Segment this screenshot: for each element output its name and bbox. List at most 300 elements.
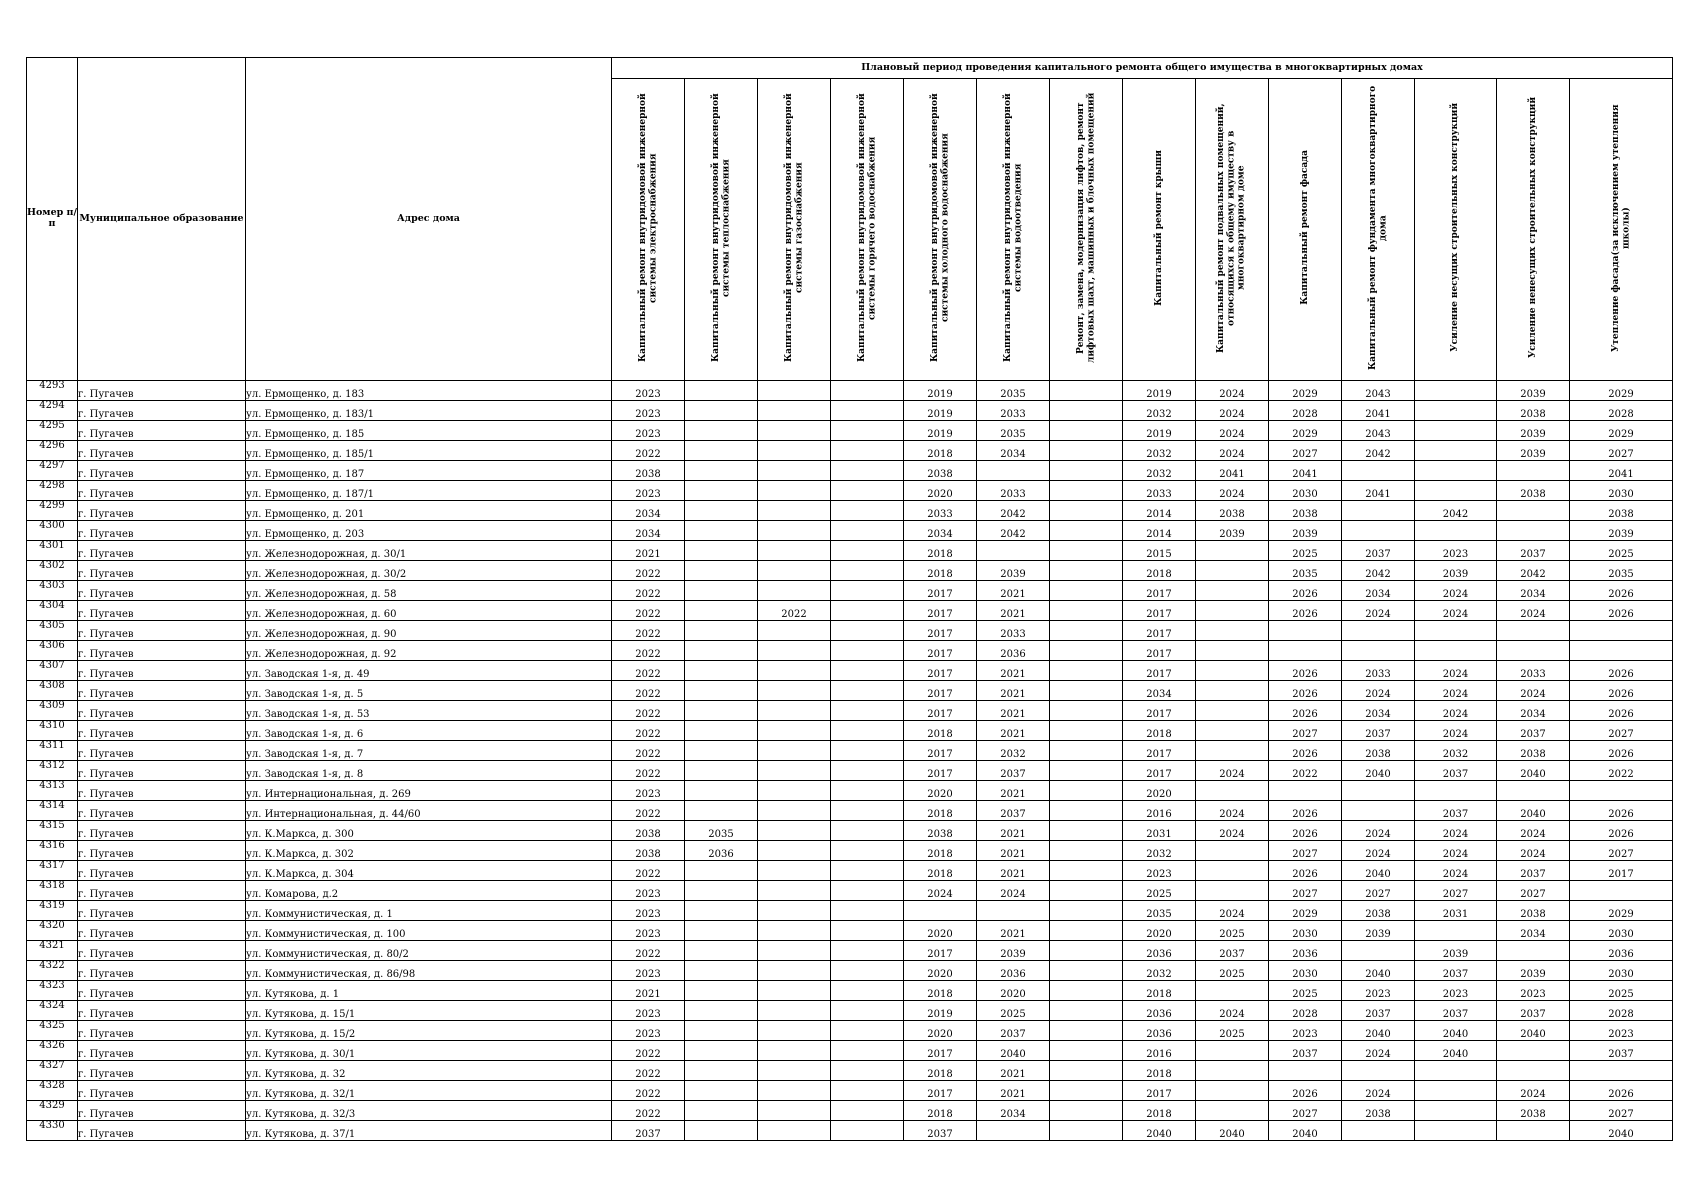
year-cell: 2034 [612,501,685,521]
year-cell: 2029 [1269,901,1342,921]
year-cell: 2032 [977,741,1050,761]
year-cell [831,761,904,781]
row-number: 4297 [27,461,78,481]
year-cell [1570,621,1673,641]
year-cell: 2018 [904,801,977,821]
year-cell: 2022 [612,621,685,641]
year-cell [685,1101,758,1121]
year-cell: 2034 [1123,681,1196,701]
year-cell [685,561,758,581]
year-cell: 2017 [904,601,977,621]
year-cell: 2022 [758,601,831,621]
row-number: 4302 [27,561,78,581]
row-number: 4295 [27,421,78,441]
header-work-label: Капитальный ремонт внутридомовой инженерной системы холодного водоснабжения [929,93,950,362]
year-cell [831,401,904,421]
municipality-cell: г. Пугачев [78,421,246,441]
year-cell [1050,521,1123,541]
table-row [27,721,1673,741]
year-cell: 2027 [1269,721,1342,741]
year-cell: 2025 [1570,541,1673,561]
row-number: 4294 [27,401,78,421]
table-row [27,481,1673,501]
year-cell: 2020 [1123,781,1196,801]
header-work-8 [1123,79,1196,381]
row-number: 4320 [27,921,78,941]
year-cell [1342,461,1415,481]
header-work-6 [977,79,1050,381]
year-cell [1050,561,1123,581]
year-cell: 2026 [1269,1081,1342,1101]
year-cell: 2037 [612,1121,685,1141]
year-cell: 2030 [1269,961,1342,981]
year-cell [758,441,831,461]
table-row [27,1081,1673,1101]
year-cell [977,901,1050,921]
row-number: 4306 [27,641,78,661]
year-cell: 2017 [904,741,977,761]
table-row [27,1101,1673,1121]
row-number: 4316 [27,841,78,861]
year-cell: 2021 [977,821,1050,841]
year-cell: 2026 [1570,681,1673,701]
year-cell [1570,641,1673,661]
year-cell [1415,461,1497,481]
year-cell: 2018 [1123,981,1196,1001]
year-cell [1570,781,1673,801]
year-cell: 2038 [1497,1101,1570,1121]
year-cell [1050,861,1123,881]
year-cell [685,681,758,701]
year-cell: 2042 [1342,441,1415,461]
year-cell: 2032 [1123,401,1196,421]
year-cell [831,381,904,401]
year-cell: 2021 [612,541,685,561]
table-row [27,501,1673,521]
table-row [27,521,1673,541]
year-cell: 2022 [612,1041,685,1061]
year-cell [1196,601,1269,621]
year-cell: 2026 [1269,821,1342,841]
year-cell [1415,621,1497,641]
year-cell [685,761,758,781]
year-cell: 2039 [1415,941,1497,961]
year-cell: 2039 [1196,521,1269,541]
year-cell: 2023 [612,881,685,901]
row-number: 4322 [27,961,78,981]
year-cell [831,941,904,961]
year-cell: 2038 [1570,501,1673,521]
address-cell: ул. Кутякова, д. 30/1 [246,1041,612,1061]
address-cell: ул. Коммунистическая, д. 100 [246,921,612,941]
year-cell [1050,381,1123,401]
year-cell: 2036 [1269,941,1342,961]
year-cell [685,861,758,881]
year-cell [831,441,904,461]
year-cell: 2026 [1570,741,1673,761]
year-cell [831,641,904,661]
year-cell: 2038 [1342,741,1415,761]
year-cell: 2027 [1269,881,1342,901]
year-cell: 2024 [1196,761,1269,781]
municipality-cell: г. Пугачев [78,661,246,681]
address-cell: ул. Кутякова, д. 32/3 [246,1101,612,1121]
year-cell: 2030 [1570,961,1673,981]
year-cell: 2026 [1269,661,1342,681]
year-cell [1415,1081,1497,1101]
address-cell: ул. Заводская 1-я, д. 7 [246,741,612,761]
row-number: 4323 [27,981,78,1001]
year-cell: 2038 [612,461,685,481]
municipality-cell: г. Пугачев [78,821,246,841]
municipality-cell: г. Пугачев [78,481,246,501]
table-row [27,621,1673,641]
year-cell: 2034 [1497,581,1570,601]
year-cell: 2026 [1269,801,1342,821]
year-cell: 2035 [1269,561,1342,581]
year-cell [758,461,831,481]
year-cell [758,401,831,421]
year-cell: 2036 [977,961,1050,981]
year-cell: 2026 [1570,581,1673,601]
year-cell: 2024 [1497,601,1570,621]
year-cell [758,821,831,841]
year-cell: 2019 [1123,381,1196,401]
municipality-cell: г. Пугачев [78,741,246,761]
address-cell: ул. Ермощенко, д. 185/1 [246,441,612,461]
table-row [27,561,1673,581]
year-cell: 2021 [977,661,1050,681]
year-cell [758,561,831,581]
year-cell: 2040 [1196,1121,1269,1141]
municipality-cell: г. Пугачев [78,861,246,881]
year-cell: 2017 [1123,701,1196,721]
header-work-label: Капитальный ремонт фундамента многоквартирного дома [1367,85,1388,370]
year-cell: 2017 [904,581,977,601]
year-cell: 2040 [1342,961,1415,981]
row-number: 4328 [27,1081,78,1101]
year-cell: 2021 [612,981,685,1001]
year-cell [831,541,904,561]
year-cell [831,1021,904,1041]
year-cell: 2035 [977,421,1050,441]
year-cell: 2022 [612,561,685,581]
municipality-cell: г. Пугачев [78,1021,246,1041]
year-cell: 2017 [904,701,977,721]
year-cell: 2023 [612,921,685,941]
municipality-cell: г. Пугачев [78,881,246,901]
year-cell [1050,501,1123,521]
year-cell [1415,1101,1497,1121]
year-cell [831,861,904,881]
year-cell [758,581,831,601]
header-work-label: Капитальный ремонт подвальных помещений, относящихся к общему имуществу в многоквартирном доме [1216,102,1248,353]
year-cell [1050,681,1123,701]
year-cell: 2017 [1570,861,1673,881]
year-cell: 2036 [1570,941,1673,961]
header-work-10 [1269,79,1342,381]
year-cell [1050,921,1123,941]
year-cell [1196,581,1269,601]
municipality-cell: г. Пугачев [78,541,246,561]
year-cell [758,501,831,521]
year-cell: 2023 [1497,981,1570,1001]
address-cell: ул. Ермощенко, д. 187/1 [246,481,612,501]
year-cell [1269,1061,1342,1081]
year-cell [758,961,831,981]
year-cell [1050,981,1123,1001]
year-cell: 2020 [904,961,977,981]
year-cell [1050,581,1123,601]
year-cell: 2037 [977,761,1050,781]
year-cell [831,901,904,921]
year-cell: 2037 [1497,721,1570,741]
year-cell: 2018 [904,981,977,1001]
year-cell: 2018 [1123,561,1196,581]
year-cell: 2024 [1196,1001,1269,1021]
year-cell: 2037 [1497,541,1570,561]
table-row [27,381,1673,401]
year-cell: 2017 [1123,641,1196,661]
year-cell: 2032 [1415,741,1497,761]
year-cell [758,1081,831,1101]
year-cell: 2022 [612,701,685,721]
address-cell: ул. Заводская 1-я, д. 6 [246,721,612,741]
year-cell: 2017 [904,761,977,781]
year-cell [831,981,904,1001]
year-cell: 2035 [1123,901,1196,921]
table-header [27,58,1673,381]
year-cell [758,881,831,901]
year-cell: 2021 [977,721,1050,741]
year-cell [1342,641,1415,661]
header-work-label: Усиление несущих строительных конструкций [1450,103,1461,352]
year-cell: 2040 [1497,801,1570,821]
year-cell: 2040 [1415,1041,1497,1061]
year-cell: 2038 [904,461,977,481]
year-cell: 2035 [1570,561,1673,581]
year-cell [1196,541,1269,561]
year-cell: 2028 [1269,1001,1342,1021]
row-number: 4325 [27,1021,78,1041]
municipality-cell: г. Пугачев [78,841,246,861]
year-cell: 2025 [1196,921,1269,941]
year-cell [1050,841,1123,861]
year-cell: 2021 [977,681,1050,701]
table-row [27,741,1673,761]
municipality-cell: г. Пугачев [78,561,246,581]
table-row [27,421,1673,441]
year-cell [1050,741,1123,761]
year-cell: 2037 [977,1021,1050,1041]
year-cell: 2036 [977,641,1050,661]
header-work-13 [1497,79,1570,381]
year-cell: 2041 [1570,461,1673,481]
row-number: 4313 [27,781,78,801]
address-cell: ул. К.Маркса, д. 304 [246,861,612,881]
table-row [27,681,1673,701]
header-work-label: Капитальный ремонт внутридомовой инженерной системы водоотведения [1002,93,1023,362]
year-cell: 2019 [1123,421,1196,441]
year-cell: 2022 [612,681,685,701]
address-cell: ул. К.Маркса, д. 300 [246,821,612,841]
year-cell: 2040 [1342,861,1415,881]
row-number: 4324 [27,1001,78,1021]
row-number: 4319 [27,901,78,921]
year-cell [1050,421,1123,441]
year-cell: 2024 [1497,681,1570,701]
year-cell [1050,761,1123,781]
year-cell [831,701,904,721]
year-cell: 2040 [1342,1021,1415,1041]
year-cell [831,1061,904,1081]
year-cell: 2026 [1269,601,1342,621]
year-cell [831,821,904,841]
year-cell: 2040 [1570,1121,1673,1141]
year-cell [1196,641,1269,661]
header-work-7 [1050,79,1123,381]
year-cell: 2023 [612,421,685,441]
year-cell: 2042 [1415,501,1497,521]
address-cell: ул. Ермощенко, д. 183 [246,381,612,401]
municipality-cell: г. Пугачев [78,641,246,661]
municipality-cell: г. Пугачев [78,1001,246,1021]
year-cell: 2017 [904,681,977,701]
year-cell [1415,921,1497,941]
year-cell [1050,621,1123,641]
municipality-cell: г. Пугачев [78,461,246,481]
year-cell: 2026 [1269,741,1342,761]
year-cell: 2032 [1123,461,1196,481]
year-cell [685,501,758,521]
year-cell: 2024 [1342,601,1415,621]
year-cell: 2030 [1570,921,1673,941]
address-cell: ул. Коммунистическая, д. 86/98 [246,961,612,981]
municipality-cell: г. Пугачев [78,501,246,521]
year-cell [758,661,831,681]
row-number: 4307 [27,661,78,681]
year-cell [758,641,831,661]
year-cell [977,461,1050,481]
table-row [27,401,1673,421]
header-work-9 [1196,79,1269,381]
year-cell: 2026 [1570,601,1673,621]
header-work-label: Капитальный ремонт внутридомовой инженерной системы газоснабжения [783,93,804,362]
year-cell: 2023 [1415,981,1497,1001]
year-cell [758,861,831,881]
year-cell [831,681,904,701]
year-cell: 2037 [1497,861,1570,881]
municipality-cell: г. Пугачев [78,601,246,621]
year-cell: 2024 [1415,841,1497,861]
year-cell: 2043 [1342,381,1415,401]
year-cell [758,621,831,641]
year-cell: 2040 [977,1041,1050,1061]
year-cell [1497,461,1570,481]
year-cell [1196,681,1269,701]
year-cell [831,421,904,441]
year-cell: 2022 [1570,761,1673,781]
year-cell: 2021 [977,701,1050,721]
year-cell [685,521,758,541]
row-number: 4293 [27,381,78,401]
header-work-label: Усиление ненесущих строительных конструкций [1527,97,1538,359]
year-cell [1050,1081,1123,1101]
year-cell: 2041 [1269,461,1342,481]
year-cell: 2039 [1269,521,1342,541]
year-cell: 2033 [904,501,977,521]
header-work-label: Капитальный ремонт внутридомовой инженерной системы теплоснабжения [710,93,731,362]
table-row [27,541,1673,561]
year-cell [685,941,758,961]
row-number: 4315 [27,821,78,841]
address-cell: ул. Железнодорожная, д. 30/1 [246,541,612,561]
municipality-cell: г. Пугачев [78,381,246,401]
year-cell: 2019 [904,421,977,441]
year-cell: 2026 [1269,581,1342,601]
row-number: 4317 [27,861,78,881]
year-cell: 2022 [1269,761,1342,781]
address-cell: ул. Железнодорожная, д. 30/2 [246,561,612,581]
row-number: 4301 [27,541,78,561]
table-row [27,1121,1673,1141]
row-number: 4296 [27,441,78,461]
year-cell: 2024 [1497,1081,1570,1101]
year-cell: 2032 [1123,841,1196,861]
row-number: 4326 [27,1041,78,1061]
year-cell: 2033 [1497,661,1570,681]
table-row [27,1001,1673,1021]
year-cell: 2027 [1415,881,1497,901]
year-cell: 2037 [1497,1001,1570,1021]
year-cell: 2019 [904,381,977,401]
municipality-cell: г. Пугачев [78,441,246,461]
year-cell: 2017 [904,641,977,661]
year-cell [1415,401,1497,421]
address-cell: ул. Заводская 1-я, д. 8 [246,761,612,781]
municipality-cell: г. Пугачев [78,1101,246,1121]
year-cell [685,981,758,1001]
year-cell: 2037 [1196,941,1269,961]
year-cell [1342,781,1415,801]
year-cell: 2024 [1497,821,1570,841]
table-row [27,941,1673,961]
year-cell: 2037 [1342,541,1415,561]
table-row [27,861,1673,881]
year-cell: 2024 [1342,1081,1415,1101]
row-number: 4310 [27,721,78,741]
year-cell [1497,641,1570,661]
year-cell: 2026 [1269,681,1342,701]
year-cell [1196,1101,1269,1121]
year-cell [758,941,831,961]
year-cell: 2034 [612,521,685,541]
year-cell [758,761,831,781]
year-cell [1050,1101,1123,1121]
year-cell: 2035 [977,381,1050,401]
address-cell: ул. Коммунистическая, д. 1 [246,901,612,921]
header-address: Адрес дома [246,58,612,381]
year-cell [1415,481,1497,501]
year-cell [1050,901,1123,921]
year-cell [685,601,758,621]
address-cell: ул. Ермощенко, д. 201 [246,501,612,521]
year-cell [1342,1121,1415,1141]
year-cell: 2024 [1342,681,1415,701]
year-cell: 2029 [1269,421,1342,441]
address-cell: ул. Заводская 1-я, д. 49 [246,661,612,681]
row-number: 4318 [27,881,78,901]
